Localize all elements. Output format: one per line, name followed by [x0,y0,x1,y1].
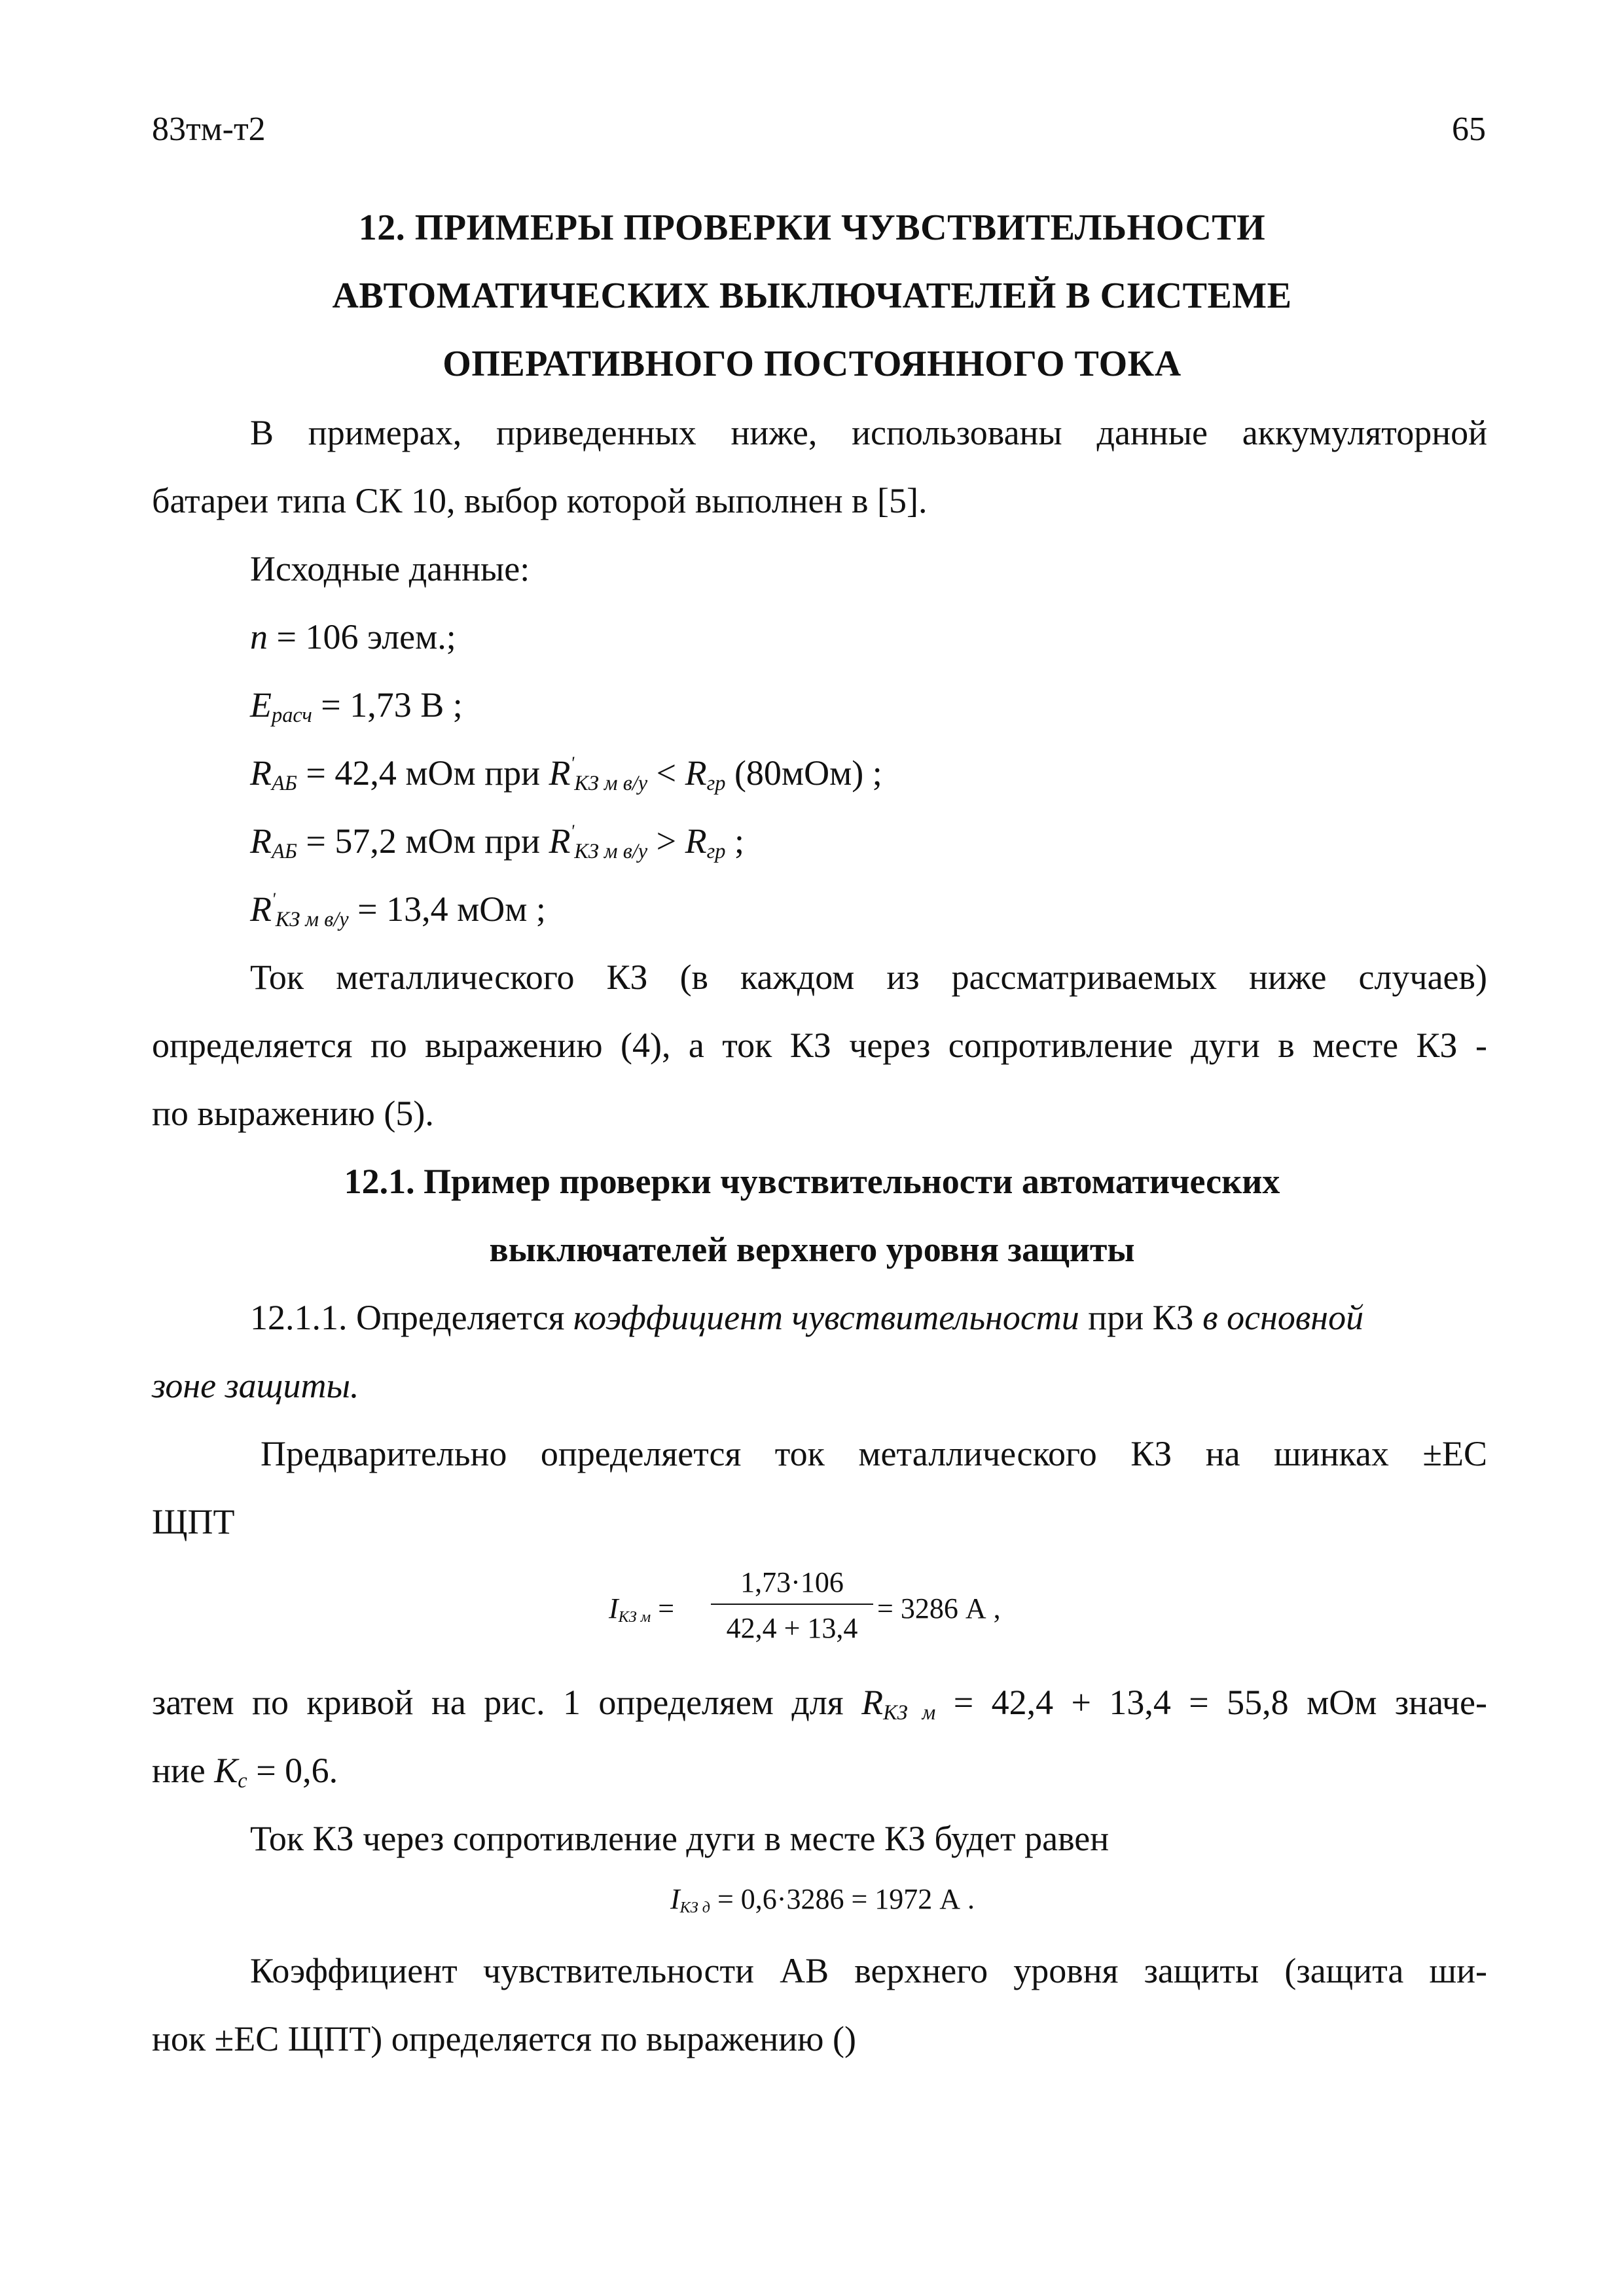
rab1-symbol: R [250,753,272,793]
rab2-compare: > [647,821,685,861]
rab2-tail: ; [725,821,744,861]
prime-mark: ' [272,889,276,909]
arc-line-1: Ток КЗ через сопротивление дуги в месте КЗ будет равен [250,1819,1110,1858]
then-text-a: затем по кривой на рис. 1 определяем для [152,1683,862,1722]
chapter-title-line-1: 12. ПРИМЕРЫ ПРОВЕРКИ ЧУВСТВИТЕЛЬНОСТИ [358,207,1266,248]
section-heading-line-1: 12.1. Пример проверки чувствительности автоматических [344,1162,1280,1201]
formula2 [670,1882,975,1917]
formula1-numerator: 1,73·106 [740,1566,844,1598]
then-k-symbol: K [214,1751,238,1790]
page-number: 65 [1452,111,1486,148]
p1211-line-2: зоне защиты. [152,1366,359,1405]
param-e [250,685,463,728]
n-symbol: n [250,617,268,656]
p1211-mid: при КЗ [1079,1298,1203,1337]
rab1-value: = 42,4 мОм при [297,753,549,793]
then-r-symbol: R [861,1683,884,1722]
prime-mark: ' [570,753,575,773]
current-para-line-2: определяется по выражению (4), а ток КЗ через сопротивление дуги в месте КЗ - [152,1026,1487,1065]
p1211-number: 12.1.1. Определяется [250,1298,573,1337]
coef-line-1: Коэффициент чувствительности АВ верхнего уровня защиты (защита ши- [250,1951,1487,1990]
e-subscript: расч [272,704,312,728]
chapter-title-line-2: АВТОМАТИЧЕСКИХ ВЫКЛЮЧАТЕЛЕЙ В СИСТЕМЕ [332,276,1292,316]
rab2-subscript: АБ [272,840,297,864]
rab2-symbol: R [250,821,272,861]
intro-line-1: В примерах, приведенных ниже, использованы данные аккумуляторной [250,413,1487,452]
param-rab-2 [250,821,744,864]
rab2-r-symbol: R [549,821,571,861]
current-para-line-3: по выражению (5). [152,1094,434,1133]
rab1-subscript: АБ [272,772,297,796]
formula2-subscript: КЗ д [679,1899,710,1917]
current-para-line-1: Ток металлического КЗ (в каждом из рассматриваемых ниже случаев) [250,958,1487,997]
formula1-eq: = [658,1592,675,1624]
rab1-gr-subscript: гр [706,772,726,796]
rab2-gr-symbol: R [685,821,707,861]
param-n [250,617,456,657]
coef-line-2: нок ±ЕС ЩПТ) определяется по выражению () [152,2019,856,2058]
then-text-b: = 42,4 + 13,4 = 55,8 мОм значе- [935,1683,1487,1722]
then-text-c: ние [152,1751,215,1790]
rab2-r-subscript: КЗ м в/у [574,840,648,864]
formula1-i-symbol: I [609,1592,619,1624]
formula2-i-symbol: I [670,1883,680,1915]
p1211-zone: в основной [1202,1298,1364,1337]
p1211-line-1 [250,1297,1363,1338]
chapter-title-line-3: ОПЕРАТИВНОГО ПОСТОЯННОГО ТОКА [442,344,1182,384]
param-rkz [250,889,546,932]
initial-data-heading: Исходные данные: [250,549,530,588]
rkz-value: = 13,4 мОм ; [348,889,546,929]
then-line-1 [152,1682,1487,1725]
n-value: = 106 элем.; [268,617,456,656]
rkz-subscript: КЗ м в/у [275,908,349,932]
formula1-rhs: = 3286 А , [877,1592,1001,1624]
formula1-denominator: 42,4 + 13,4 [726,1612,858,1644]
fraction-bar [711,1604,873,1605]
formula1-lhs [609,1592,674,1626]
rab2-gr-subscript: гр [706,840,726,864]
pre-line-1: Предварительно определяется ток металлического КЗ на шинках ±ЕС [261,1434,1487,1473]
header-left: 83тм-т2 [152,111,266,148]
then-line-2 [152,1750,338,1793]
prime-mark: ' [570,821,575,841]
rab1-compare: < [647,753,685,793]
then-k-subscript: c [238,1769,247,1793]
intro-line-2: батареи типа СК 10, выбор которой выполнен в [5]. [152,481,928,520]
e-symbol: E [250,685,272,725]
then-text-d: = 0,6. [247,1751,338,1790]
rab1-r-symbol: R [549,753,571,793]
rab1-gr-symbol: R [685,753,707,793]
then-r-subscript: КЗ м [883,1701,936,1725]
formula2-rhs: = 0,6·3286 = 1972 А . [710,1883,975,1915]
section-heading-line-2: выключателей верхнего уровня защиты [489,1230,1135,1269]
rkz-symbol: R [250,889,272,929]
rab1-tail: (80мОм) ; [725,753,882,793]
param-rab-1 [250,753,882,796]
rab2-value: = 57,2 мОм при [297,821,549,861]
p1211-term: коэффициент чувствительности [573,1298,1079,1337]
e-value: = 1,73 В ; [312,685,463,725]
rab1-r-subscript: КЗ м в/у [574,772,648,796]
pre-line-2: ЩПТ [152,1502,235,1541]
formula1-subscript: КЗ м [618,1608,651,1626]
